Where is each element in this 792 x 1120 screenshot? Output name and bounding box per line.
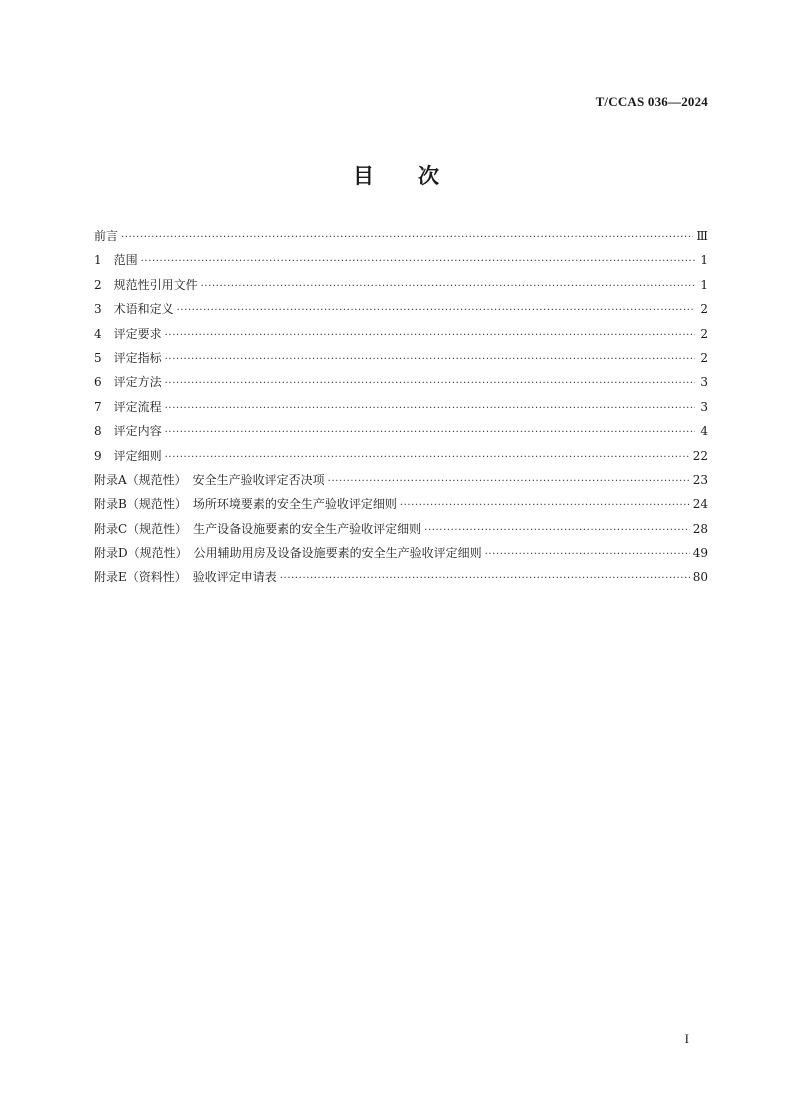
toc-entry[interactable] <box>94 422 708 446</box>
toc-leader-dots <box>121 229 693 247</box>
toc-entry-label: 6 评定方法 <box>94 375 162 390</box>
toc-leader-dots <box>141 253 695 271</box>
toc-entry[interactable] <box>94 300 708 324</box>
toc-entry[interactable] <box>94 325 708 349</box>
toc-entry-label: 附录D（规范性） 公用辅助用房及设备设施要素的安全生产验收评定细则 <box>94 546 482 561</box>
toc-entry-page: Ⅲ <box>696 229 708 243</box>
toc-entry-page: 1 <box>700 253 708 268</box>
toc-entry-page: 24 <box>692 497 708 512</box>
document-code: T/CCAS 036—2024 <box>595 94 708 109</box>
toc-leader-dots <box>400 497 690 515</box>
toc-entry-page: 1 <box>700 277 708 292</box>
toc-entry[interactable] <box>94 349 708 373</box>
toc-entry-page: 2 <box>700 350 708 365</box>
toc-entry[interactable] <box>94 227 708 251</box>
toc-leader-dots <box>165 449 690 467</box>
toc-leader-dots <box>165 327 695 345</box>
toc-leader-dots <box>201 278 695 296</box>
toc-entry-page: 23 <box>692 472 708 487</box>
toc-entry-label: 7 评定流程 <box>94 399 162 414</box>
toc-leader-dots <box>165 400 695 418</box>
toc-entry-page: 2 <box>700 302 708 317</box>
toc-entry-label: 8 评定内容 <box>94 424 162 439</box>
toc-entry-label: 附录C（规范性） 生产设备设施要素的安全生产验收评定细则 <box>94 521 422 536</box>
toc-entry-page: 49 <box>692 546 708 561</box>
toc-entry-page: 28 <box>692 521 708 536</box>
toc-entry-label: 4 评定要求 <box>94 326 162 341</box>
page-number: I <box>684 1031 689 1046</box>
toc-leader-dots <box>165 424 695 442</box>
toc-entry[interactable] <box>94 251 708 275</box>
toc-entry-page: 4 <box>700 424 708 439</box>
toc-title: 目次 <box>353 164 483 188</box>
toc-entry[interactable] <box>94 373 708 397</box>
toc-leader-dots <box>177 302 695 320</box>
toc-entry-page: 3 <box>700 375 708 390</box>
toc-entry-page: 80 <box>692 570 708 585</box>
toc-leader-dots <box>424 522 690 540</box>
toc-entry[interactable] <box>94 544 708 568</box>
toc-entry[interactable] <box>94 471 708 495</box>
toc-entry-label: 前言 <box>94 229 119 243</box>
toc-entry-label: 3 术语和定义 <box>94 302 174 317</box>
toc-entry-label: 5 评定指标 <box>94 350 162 365</box>
toc-entry-page: 22 <box>692 448 708 463</box>
toc-entry[interactable] <box>94 447 708 471</box>
table-of-contents <box>94 227 708 593</box>
toc-entry-label: 1 范围 <box>94 253 138 268</box>
toc-leader-dots <box>328 473 690 491</box>
toc-leader-dots <box>165 375 695 393</box>
toc-entry-label: 附录A（规范性） 安全生产验收评定否决项 <box>94 472 325 487</box>
toc-entry[interactable] <box>94 398 708 422</box>
toc-entry-page: 2 <box>700 326 708 341</box>
toc-entry[interactable] <box>94 495 708 519</box>
toc-entry[interactable] <box>94 520 708 544</box>
toc-entry-label: 附录E（资料性） 验收评定申请表 <box>94 570 277 585</box>
toc-entry-label: 附录B（规范性） 场所环境要素的安全生产验收评定细则 <box>94 497 397 512</box>
toc-leader-dots <box>165 351 695 369</box>
toc-entry-label: 9 评定细则 <box>94 448 162 463</box>
toc-leader-dots <box>485 546 690 564</box>
toc-entry[interactable] <box>94 276 708 300</box>
toc-leader-dots <box>280 570 690 588</box>
toc-entry[interactable] <box>94 568 708 592</box>
toc-entry-page: 3 <box>700 399 708 414</box>
toc-entry-label: 2 规范性引用文件 <box>94 277 198 292</box>
